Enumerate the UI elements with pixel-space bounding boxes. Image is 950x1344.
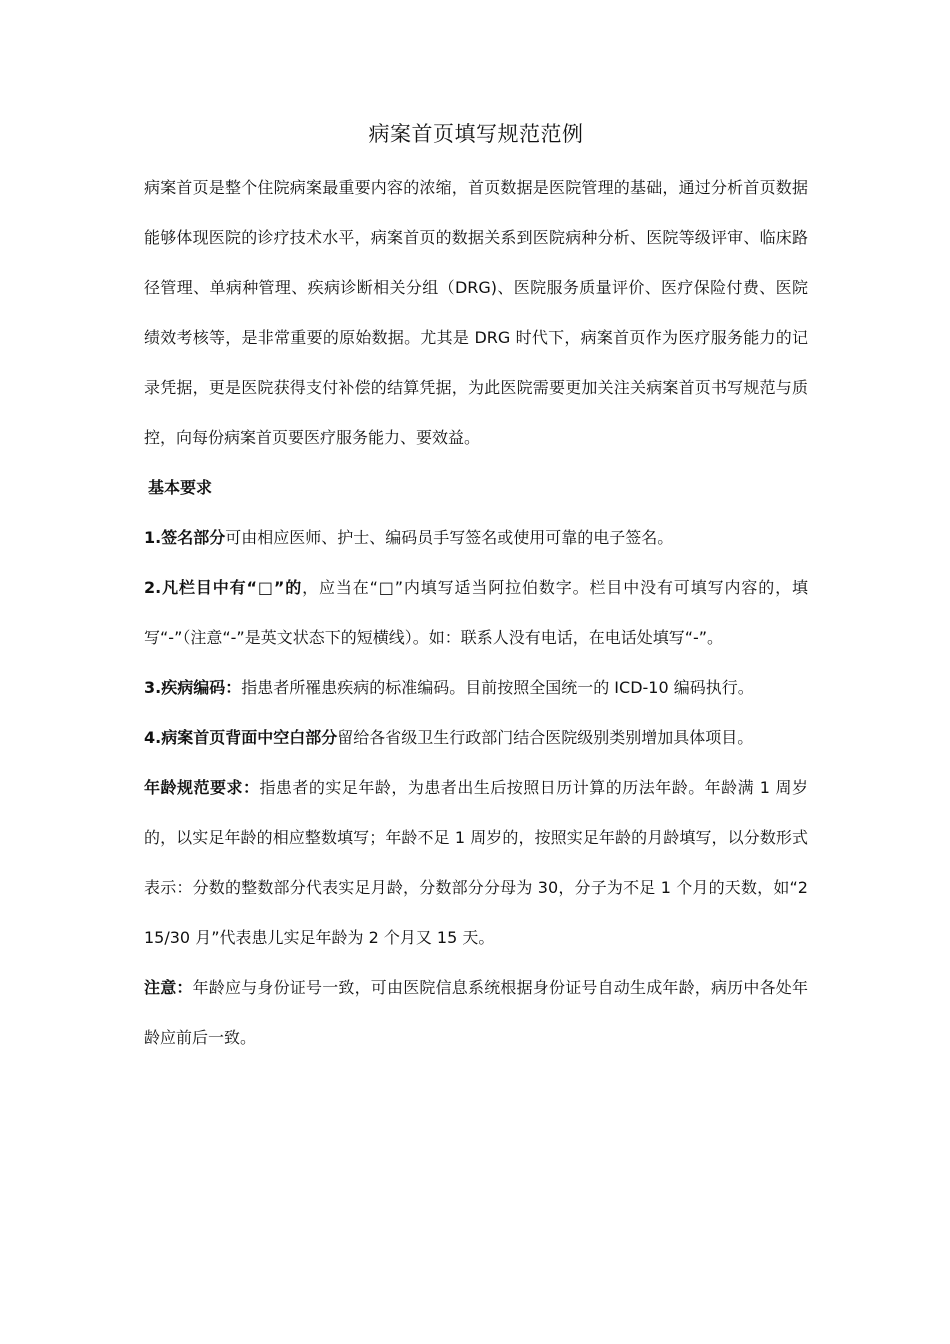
document-title: 病案首页填写规范范例: [368, 122, 584, 146]
rule-age: [144, 763, 808, 963]
rule-disease-code: [144, 663, 808, 713]
rule-signature: [144, 513, 808, 563]
rule-label: 2.凡栏目中有“□”的: [144, 578, 303, 597]
rule-text: ，应当在“□”内填写适当阿拉伯数字。栏目中没有可填写内容的，填写“-”（注意“-”是英文状态下的短横线）。如：联系人没有电话，在电话处填写“-”。: [144, 578, 808, 647]
rule-label: 4.病案首页背面中空白部分: [144, 728, 338, 747]
rule-label: 年龄规范要求：: [144, 778, 260, 797]
rule-blank-section: [144, 713, 808, 763]
document-body: [144, 163, 808, 1063]
rule-note: [144, 963, 808, 1063]
rule-label: 3.疾病编码：: [144, 678, 242, 697]
rule-checkbox-fields: [144, 563, 808, 663]
rule-text: 可由相应医师、护士、编码员手写签名或使用可靠的电子签名。: [225, 528, 674, 547]
rule-text: 指患者所罹患疾病的标准编码。目前按照全国统一的 ICD-10 编码执行。: [241, 678, 754, 697]
section-heading: 基本要求: [148, 478, 213, 497]
rule-label: 1.签名部分: [144, 528, 226, 547]
rule-text: 指患者的实足年龄，为患者出生后按照日历计算的历法年龄。年龄满 1 周岁的，以实足年龄的相应整数填写；年龄不足 1 周岁的，按照实足年龄的月龄填写，以分数形式表示：分数的整数部分代表实足月龄，分数部分分母为 30，分子为不足 1 个月的天数，如“2 15/30 月”代表患儿实足年龄为 2 个月又 15 天。: [144, 778, 808, 947]
rule-text: 留给各省级卫生行政部门结合医院级别类别增加具体项目。: [337, 728, 754, 747]
rule-text: 年龄应与身份证号一致，可由医院信息系统根据身份证号自动生成年龄，病历中各处年龄应前后一致。: [144, 978, 808, 1047]
intro-paragraph: 病案首页是整个住院病案最重要内容的浓缩，首页数据是医院管理的基础，通过分析首页数据能够体现医院的诊疗技术水平，病案首页的数据关系到医院病种分析、医院等级评审、临床路径管理、单病种管理、疾病诊断相关分组（DRG)、医院服务质量评价、医疗保险付费、医院绩效考核等，是非常重要的原始数据。尤其是 DRG 时代下，病案首页作为医疗服务能力的记录凭据，更是医院获得支付补偿的结算凭据，为此医院需要更加关注关病案首页书写规范与质控，向每份病案首页要医疗服务能力、要效益。: [144, 178, 808, 447]
rule-label: 注意：: [144, 978, 193, 997]
